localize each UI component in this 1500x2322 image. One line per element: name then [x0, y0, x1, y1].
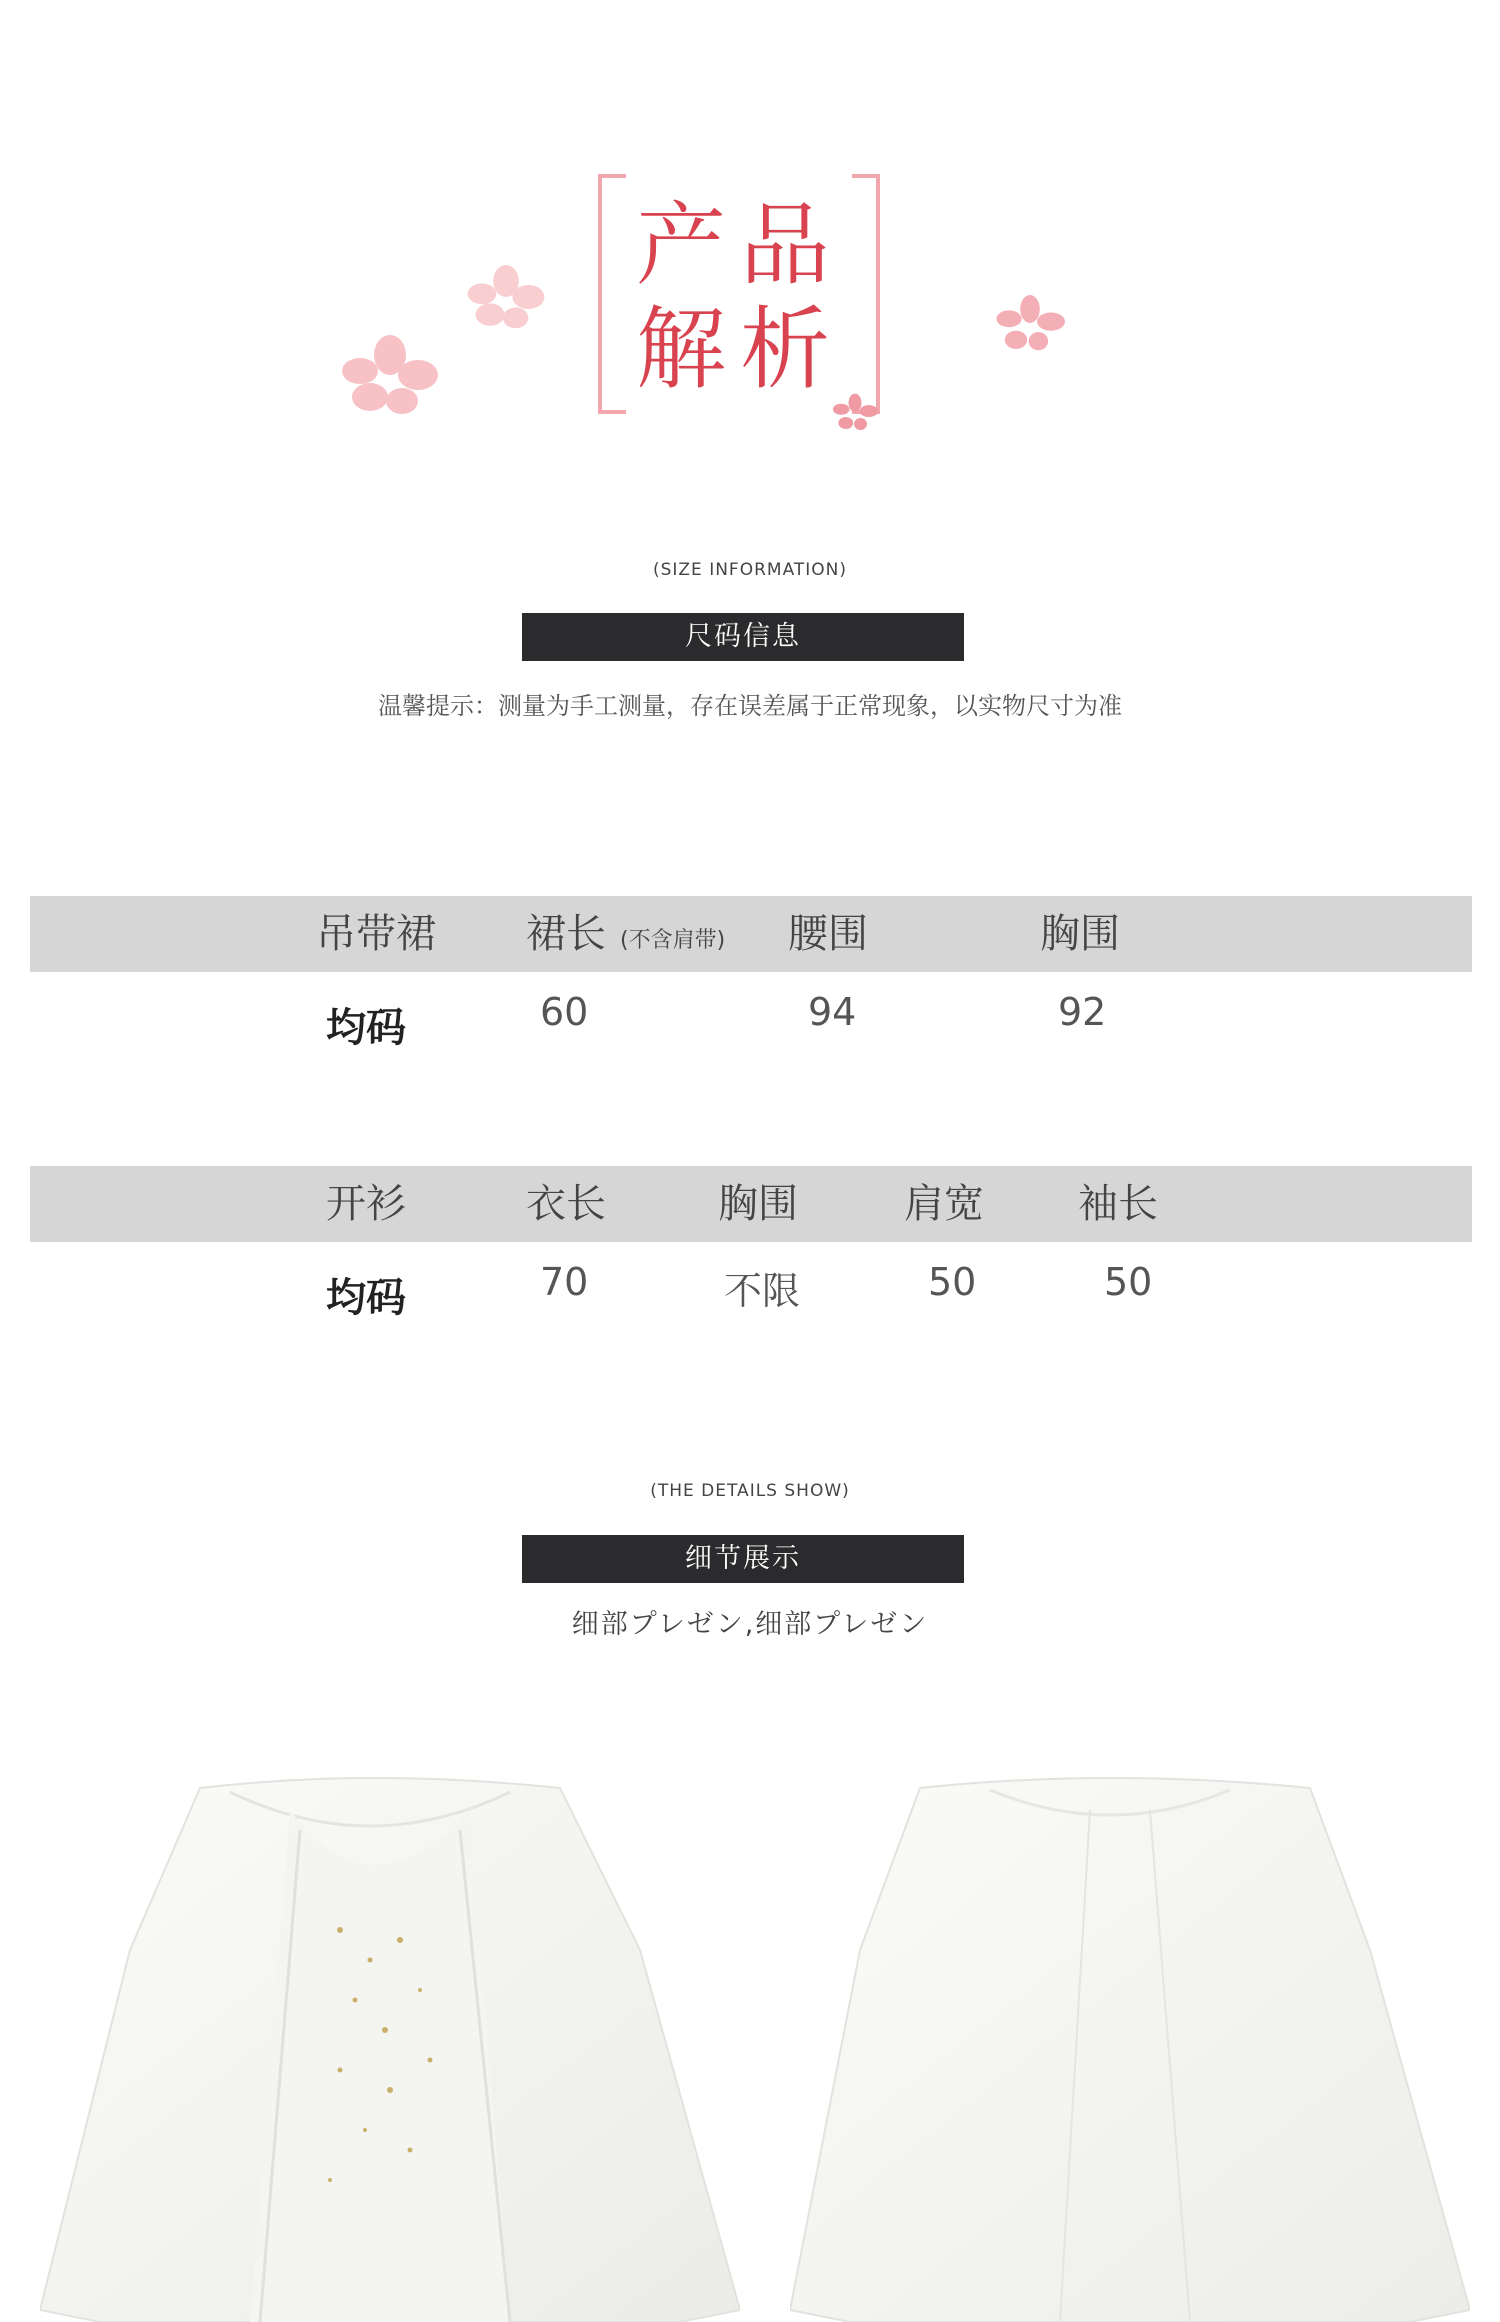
table2-shoulder-value: 50 [928, 1260, 977, 1304]
title-bracket-left [598, 174, 626, 414]
product-photo-front [40, 1770, 740, 2322]
size-subtitle-en: (SIZE INFORMATION) [652, 560, 848, 580]
table2-header-bar [30, 1166, 1472, 1242]
table1-header-item: 吊带裙 [316, 911, 436, 957]
flower-icon [995, 290, 1065, 356]
table1-header-bar [30, 896, 1472, 972]
table2-header-shoulder: 肩宽 [904, 1181, 984, 1227]
table2-header-chest: 胸围 [718, 1181, 798, 1227]
details-subtitle-en: (THE DETAILS SHOW) [650, 1481, 850, 1501]
table1-size: 均码 [326, 1005, 406, 1051]
product-photo-back [790, 1770, 1470, 2322]
details-section-bar: 细节展示 [522, 1535, 964, 1583]
size-section-bar: 尺码信息 [522, 613, 964, 661]
page-title-line1: 产品 [636, 193, 844, 298]
title-bracket-right [852, 174, 880, 414]
table1-header-waist: 腰围 [788, 911, 868, 957]
table1-length-value: 60 [540, 990, 589, 1034]
table2-size: 均码 [326, 1275, 406, 1321]
details-subtitle-jp: 细部プレゼン,细部プレゼン [571, 1609, 929, 1640]
table2-header-sleeve: 袖长 [1078, 1181, 1158, 1227]
page-title-line2: 解析 [636, 297, 844, 402]
table2-header-length: 衣长 [526, 1181, 606, 1227]
table2-header-item: 开衫 [326, 1181, 406, 1227]
flower-icon [832, 392, 878, 432]
flower-icon [466, 265, 546, 329]
table1-header-chest: 胸围 [1040, 911, 1120, 957]
size-tip: 温馨提示：测量为手工测量，存在误差属于正常现象，以实物尺寸为准 [378, 692, 1122, 720]
flower-icon [340, 335, 440, 415]
table2-sleeve-value: 50 [1104, 1260, 1153, 1304]
table1-chest-value: 92 [1058, 990, 1107, 1034]
table2-length-value: 70 [540, 1260, 589, 1304]
table1-waist-value: 94 [808, 990, 857, 1034]
table2-chest-value: 不限 [724, 1269, 801, 1313]
table1-header-note: (不含肩带) [620, 928, 726, 953]
table1-header-length: 裙长 (不含肩带) [526, 911, 726, 957]
